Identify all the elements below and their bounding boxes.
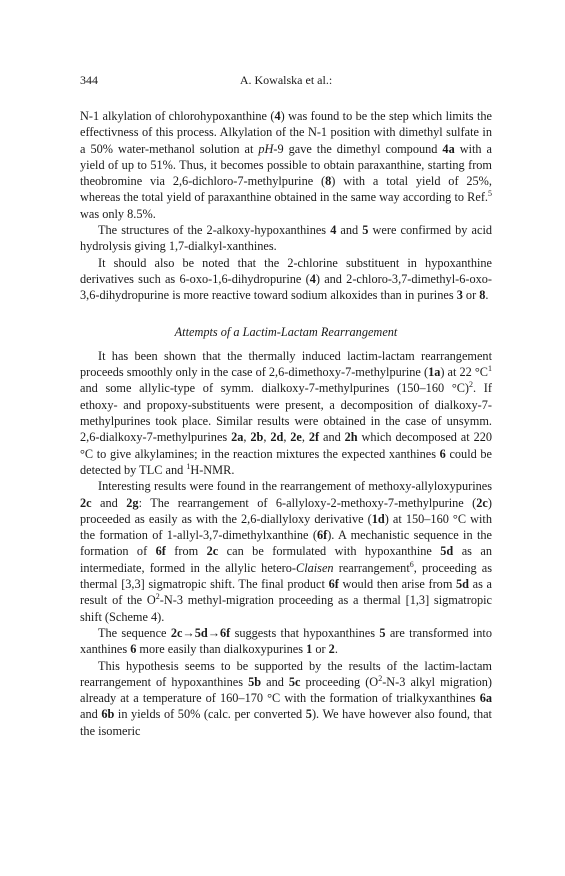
page-header — [80, 73, 492, 89]
article-body — [80, 108, 492, 739]
paragraph: It should also be noted that the 2-chlorine substituent in hypoxanthine derivatives such as 6-oxo-1,6-dihydropurine (4) and 2-chloro-3,7-dimethyl-6-oxo-3,6-dihydropurine is more reactive toward sodium alkoxides than in purines 3 or 8. — [80, 255, 492, 303]
paragraph: N-1 alkylation of chlorohypoxanthine (4) was found to be the step which limits the effectivness of this process. Alkylation of the N-1 position with dimethyl sulfate in a 50% water-methanol solution at pH-9 gave the dimethyl compound 4a with a yield of up to 51%. Thus, it becomes possible to obtain paraxanthine, starting from theobromine via 2,6-dichloro-7-methylpurine (8) with a total yield of 25%, whereas the total yield of paraxanthine obtained in the same way according to Ref.$^5$ was only 8.5%. — [80, 109, 493, 221]
paragraph: It has been shown that the thermally induced lactim-lactam rearrangement proceeds smoothly only in the case of 2,6-dimethoxy-7-methylpurine (1a) at 22 $^\circ C^1$ and some allylic-type of symm. dialkoxy-7-methylpurines (150–160 °C)$^2$. If ethoxy- and propoxy-substituents were present, a decomposition of dialkoxy-7-methylpurines took place. Similar results were obtained in the case of unsymm. 2,6-dialkoxy-7-methylpurines 2a, 2b, 2d, 2e, 2f and 2h which decomposed at 220 °C to give alkylamines; in the reaction mixtures the expected xanthines 6 could be detected by TLC and $^1$H-NMR. — [80, 348, 493, 477]
paragraph: The sequence 2c→5d→6f suggests that hypoxanthines 5 are transformed into xanthines 6 more easily than dialkoxypurines 1 or 2. — [80, 625, 493, 657]
section-heading: Attempts of a Lactim-Lactam Rearrangement — [174, 324, 398, 339]
paragraph: Interesting results were found in the rearrangement of methoxy-allyloxypurines 2c and 2g: The rearrangement of 6-allyloxy-2-methoxy-7-methylpurine (2c) proceeded as easily as with the 2,6-diallyloxy derivative (1d) at 150–160 °C with the formation of 1-allyl-3,7-dimethylxanthine (6f). A mechanistic sequence in the formation of 6f from 2c can be formulated with hypoxanthine 5d as an intermediate, formed in the allylic hetero-Claisen rearrangement$^6$, proceeding as thermal [3,3] sigmatropic shift. The final product 6f would then arise from 5d as a result of the $O^2-N-3$ methyl-migration proceeding as a thermal [1,3] sigmatropic shift (Scheme 4). — [80, 479, 493, 624]
paragraph: The structures of the 2-alkoxy-hypoxanthines 4 and 5 were confirmed by acid hydrolysis giving 1,7-dialkyl-xanthines. — [80, 223, 493, 254]
page-number: 344 — [80, 73, 98, 87]
running-head: A. Kowalska et al.: — [239, 73, 333, 87]
paragraph: This hypothesis seems to be supported by the results of the lactim-lactam rearrangement of hypoxanthines 5b and 5c proceeding ($O^2-N-3$ alkyl migration) already at a temperature of 160–170 °C with the formation of trialkyxanthines 6a and 6b in yields of 50% (calc. per converted 5). We have however also found, that the isomeric — [80, 658, 492, 738]
